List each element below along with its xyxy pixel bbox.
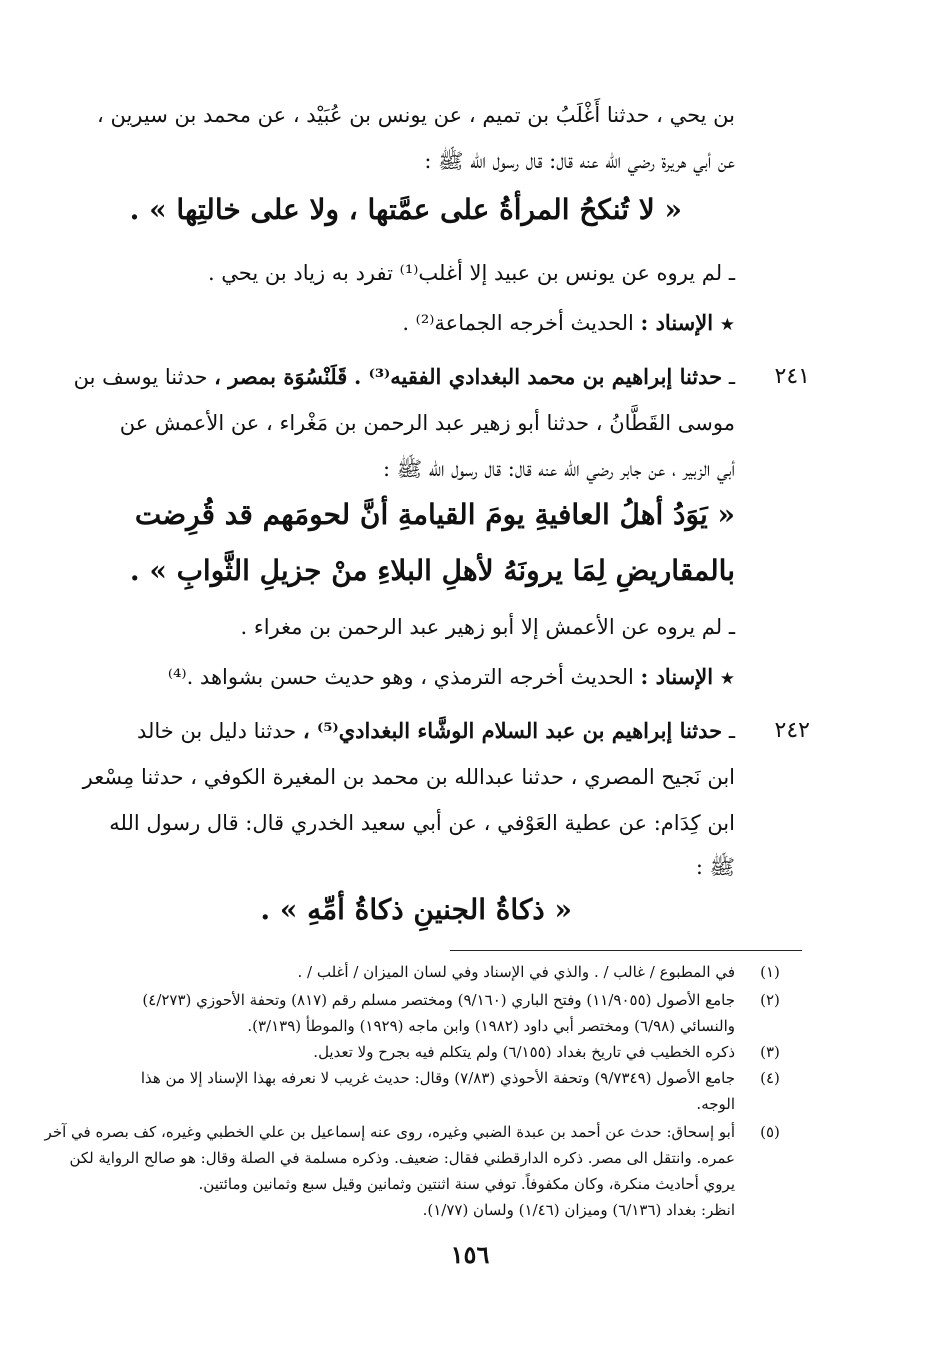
footnote-number: (٢): [760, 991, 780, 1009]
place-name: قَلَنْسُوَة بمصر ،: [214, 364, 348, 389]
hadith-note: ـ لم يروه عن الأعمش إلا أبو زهير عبد الرحمن بن مغراء .: [240, 615, 735, 639]
chain-line: [74, 362, 735, 392]
chain-line: أبي الزبير ، عن جابر رضي الله عنه قال: قال رسول الله ﷺ :: [383, 457, 735, 481]
isnad-label: الإسناد :: [640, 664, 714, 689]
footnote-text: جامع الأصول (١١/٩٠٥٥) وفتح الباري (٩/١٦٠) ومختصر مسلم رقم (٨١٧) وتحفة الأحوزي (٤/٢٧٣): [142, 991, 735, 1009]
footnote-text: انظر: بغداد (٦/١٣٦) وميزان (١/٤٦) ولسان (١/٧٧).: [422, 1201, 735, 1219]
chain-line: ﷺ :: [695, 855, 735, 879]
footnote-text: يروي أحاديث منكرة، وكان مكفوفاً. توفي سنة اثنتين وثمانين وقيل سبع وثمانين ومائتين.: [198, 1175, 735, 1193]
footnote-number: (٥): [760, 1123, 780, 1141]
chain-line: بن يحي ، حدثنا أَغْلَبُ بن تميم ، عن يونس بن عُبَيْد ، عن محمد بن سيرين ،: [97, 103, 735, 127]
isnad-label: الإسناد :: [640, 310, 714, 335]
footnote-text: والنسائي (٦/٩٨) ومختصر أبي داود (١٩٨٢) وابن ماجه (١٩٢٩) والموطأ (٣/١٣٩).: [247, 1017, 735, 1035]
footnote-text: في المطبوع / غالب / . والذي في الإسناد وفي لسان الميزان / أغلب / .: [297, 963, 735, 981]
chain-line: موسى القَطَّانُ ، حدثنا أبو زهير عبد الرحمن بن مَغْراء ، عن الأعمش عن: [119, 411, 735, 435]
chain-line: ابن كِدَام: عن عطية العَوْفي ، عن أبي سعيد الخدري قال: قال رسول الله: [109, 811, 735, 835]
footnote-text: جامع الأصول (٩/٧٣٤٩) وتحفة الأحوذي (٧/٨٣) وقال: حديث غريب لا نعرفه بهذا الإسناد إلا من هذا: [140, 1069, 735, 1087]
footnote-text: الوجه.: [696, 1095, 735, 1113]
isnad-line: [402, 308, 735, 340]
dash: ـ: [728, 365, 735, 389]
footnote-number: (٣): [760, 1043, 780, 1061]
star-icon: ★: [719, 315, 735, 335]
narrator-name: حدثنا إبراهيم بن محمد البغدادي الفقيه⁽³⁾ .: [353, 364, 723, 389]
narrator-name: حدثنا إبراهيم بن عبد السلام الوشَّاء البغدادي⁽⁵⁾ ،: [302, 718, 723, 743]
page-number: ١٥٦: [450, 1240, 490, 1269]
hadith-text: « لا تُنكحُ المرأةُ على عمَّتها ، ولا على خالتِها » .: [129, 193, 682, 226]
isnad-line: [168, 662, 735, 694]
isnad-text: الحديث أخرجه الجماعة⁽²⁾ .: [402, 311, 634, 335]
star-icon: ★: [719, 669, 735, 689]
chain-line: ابن نَجيح المصري ، حدثنا عبدالله بن محمد بن المغيرة الكوفي ، حدثنا مِسْعر: [82, 765, 735, 789]
footnote-number: (١): [760, 963, 780, 981]
footnote-text: أبو إسحاق: حدث عن أحمد بن عبدة الضبي وغيره، روى عنه إسماعيل بن علي الخطبي وغيره، كف بصره في آخر: [44, 1123, 735, 1141]
hadith-number: ٢٤١: [774, 364, 810, 389]
hadith-text: « ذكاةُ الجنينِ ذكاةُ أمِّهِ » .: [260, 893, 572, 926]
hadith-number: ٢٤٢: [774, 718, 810, 743]
hadith-text: « يَوَدُ أهلُ العافيةِ يومَ القيامةِ أنَّ لحومَهم قد قُرِضت: [134, 498, 735, 531]
dash: ـ: [728, 719, 735, 743]
chain-text: حدثنا يوسف بن: [73, 365, 208, 389]
hadith-text: بالمقاريضِ لِمَا يرونَهُ لأهلِ البلاءِ منْ جزيلِ الثَّوابِ » .: [129, 554, 735, 587]
footnote-number: (٤): [760, 1069, 780, 1087]
footnote-text: عمره. وانتقل الى مصر. ذكره الدارقطني فقال: ضعيف. وذكره مسلمة في الصلة وقال: هو صالح الرواية لكن: [69, 1149, 735, 1167]
footnote-text: ذكره الخطيب في تاريخ بغداد (٦/١٥٥) ولم يتكلم فيه بجرح ولا تعديل.: [313, 1043, 735, 1061]
isnad-text: الحديث أخرجه الترمذي ، وهو حديث حسن بشواهد .⁽⁴⁾: [167, 665, 634, 689]
chain-text: حدثنا دليل بن خالد: [136, 719, 297, 743]
chain-line: [137, 716, 735, 746]
hadith-note: ـ لم يروه عن يونس بن عبيد إلا أغلب⁽¹⁾ تفرد به زياد بن يحي .: [207, 261, 735, 285]
chain-line: عن أبي هريرة رضي الله عنه قال: قال رسول الله ﷺ :: [424, 149, 735, 173]
footnote-separator: [450, 950, 802, 951]
